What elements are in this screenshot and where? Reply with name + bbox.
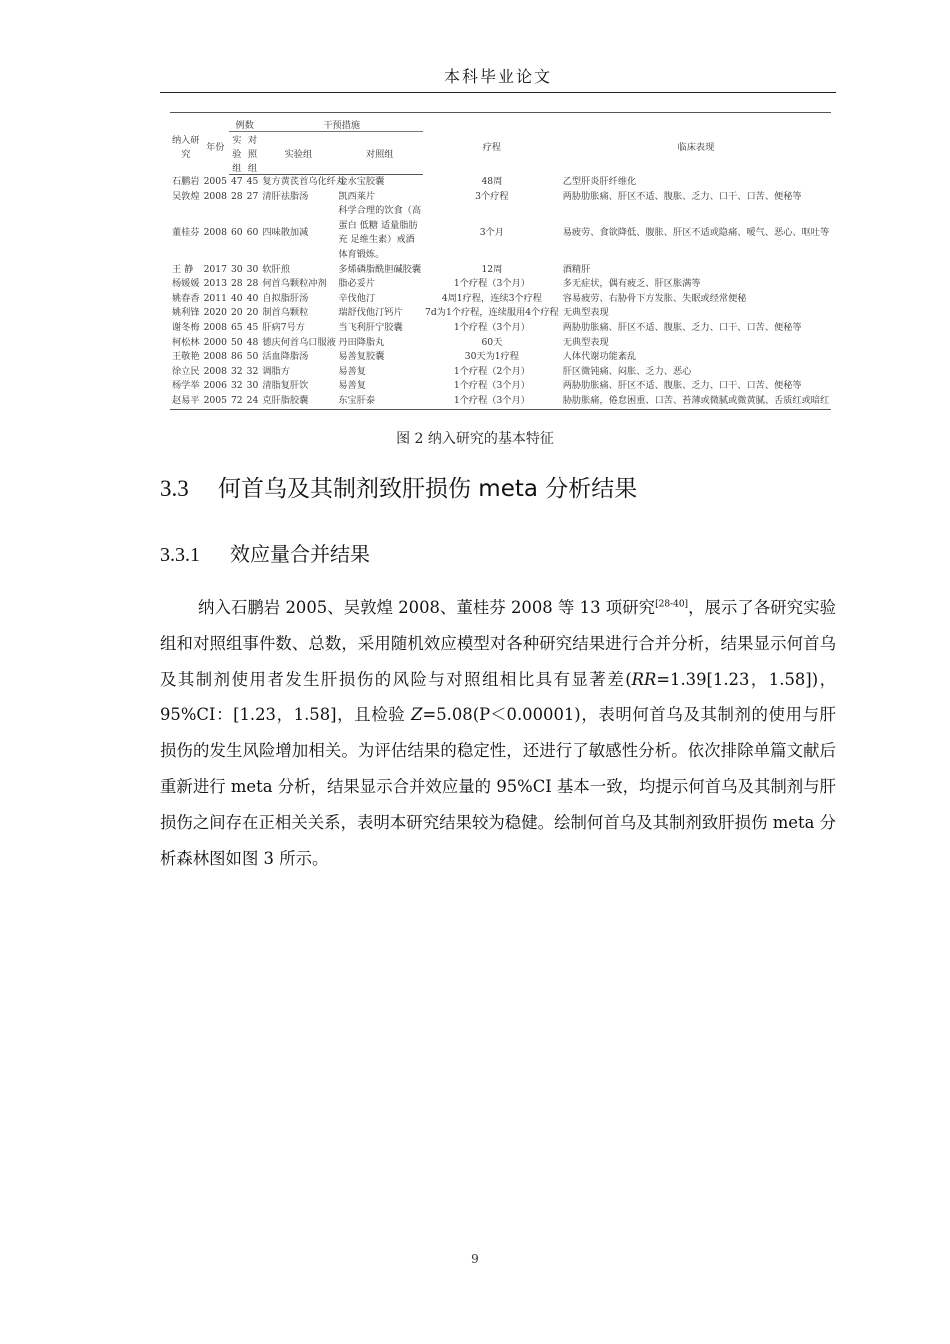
cell-course: 12周 [481, 263, 503, 275]
cell-course: 1个疗程（3个月） [423, 394, 561, 409]
cell-year: 2006 [203, 380, 227, 392]
cell-study: 王 静 [172, 263, 194, 275]
subsection-number: 3.3.1 [160, 544, 200, 566]
cell-ctrl: 30 [246, 263, 259, 275]
cell-ctrl: 48 [246, 336, 259, 348]
page-header [160, 64, 836, 93]
cell-study: 姚春香 [172, 292, 200, 304]
cell-clinical: 肝区微钝痛、闷胀、乏力、恶心 [562, 365, 692, 377]
col-cases: 例数 [229, 113, 260, 132]
cell-exp-treat: 自拟脂肝汤 [262, 292, 309, 304]
cell-ctrl-treat: 辛伐他汀 [338, 292, 376, 304]
table-row [170, 175, 831, 190]
cell-clinical: 酒精肝 [562, 263, 591, 275]
cell-ctrl-treat: 易善复胶囊 [338, 351, 385, 363]
col-intervention: 干预措施 [260, 113, 423, 132]
cell-course: 30天为1疗程 [464, 351, 520, 363]
cell-study: 柯松林 [172, 336, 200, 348]
cell-year: 2005 [203, 175, 227, 187]
col-ctrl-n: 对照组 [245, 132, 261, 175]
cell-year: 2008 [203, 321, 227, 333]
cell-exp: 86 [230, 351, 243, 363]
cell-exp-treat: 清肝祛脂汤 [262, 190, 309, 202]
table-row [170, 292, 831, 307]
cell-study: 董桂芬 [172, 227, 200, 239]
subsection-title: 效应量合并结果 [230, 542, 370, 566]
cell-course: 3个月 [479, 227, 504, 239]
rr-symbol: RR [631, 669, 657, 689]
cell-ctrl-treat: 丹田降脂丸 [338, 336, 385, 348]
table-row [170, 321, 831, 336]
cell-exp: 47 [230, 176, 243, 187]
table-row [170, 263, 831, 278]
cell-study: 徐立民 [172, 365, 200, 377]
section-number: 3.3 [160, 476, 189, 501]
cell-year: 2011 [203, 292, 227, 304]
study-table-figure [170, 112, 830, 410]
cell-ctrl: 27 [246, 190, 259, 202]
cell-ctrl: 60 [246, 227, 259, 239]
cell-ctrl: 20 [246, 307, 259, 319]
cell-ctrl: 24 [245, 394, 261, 409]
cell-exp: 20 [230, 307, 243, 319]
table-row [170, 350, 831, 365]
cell-study: 杨学举 [172, 380, 200, 392]
col-year: 年份 [206, 141, 225, 153]
cell-exp-treat: 何首乌颗粒冲剂 [262, 278, 327, 290]
cell-exp-treat: 软肝煎 [262, 263, 290, 275]
paragraph-text-3: =1.39[1.23，1.58])，95%CI：[1.23，1.58]，且检验 [160, 669, 836, 725]
cell-ctrl: 28 [246, 278, 259, 290]
cell-course: 1个疗程（3个月） [453, 380, 530, 392]
cell-exp-treat: 复方黄芪首乌化纤丸 [262, 176, 346, 187]
cell-year: 2005 [202, 394, 229, 409]
cell-exp-treat: 调脂方 [262, 365, 290, 377]
body-paragraph [160, 590, 836, 876]
subsection-heading [160, 538, 370, 567]
table-row [170, 379, 831, 394]
cell-year: 2008 [203, 365, 227, 377]
cell-exp-treat: 四味散加减 [262, 227, 309, 239]
table-row [170, 306, 831, 321]
cell-study: 赵易平 [170, 394, 202, 409]
cell-exp-treat: 制首乌颗粒 [262, 307, 309, 319]
col-ctrl-treat: 对照组 [336, 132, 423, 175]
cell-year: 2008 [203, 351, 227, 363]
cell-exp-treat: 清脂复肝饮 [262, 380, 309, 392]
cell-year: 2008 [203, 227, 227, 239]
paragraph-text-4: =5.08(P＜0.00001)，表明何首乌及其制剂的使用与肝损伤的发生风险增加相关。为评估结果的稳定性，还进行了敏感性分析。依次排除单篇文献后重新进行 meta 分析，结果显示合并效应量的 95%CI 基本一致，均提示何首乌及其制剂与肝损伤之间存在正相关关系，表明本研究结果较为稳健。绘制何首乌及其制剂致肝损伤 meta 分析森林图如图 3 所示。 [160, 705, 837, 868]
cell-exp: 32 [230, 380, 243, 392]
cell-ctrl-treat: 瑞舒伐他汀钙片 [338, 307, 403, 319]
cell-ctrl-treat: 科学合理的饮食（高蛋白 低糖 适量脂肪 充 足维生素）戒酒 体育锻炼。 [338, 205, 422, 260]
table-row [170, 190, 831, 205]
cell-clinical: 两胁肋胀痛、肝区不适、腹胀、乏力、口干、口苦、便秘等 [562, 190, 802, 202]
cell-course: 3个疗程 [475, 190, 509, 202]
figure-caption: 图 2 纳入研究的基本特征 [396, 431, 554, 447]
cell-ctrl: 30 [246, 380, 259, 392]
citation: [28-40] [655, 599, 689, 610]
col-course: 疗程 [482, 141, 502, 153]
cell-clinical: 人体代谢功能紊乱 [562, 351, 637, 363]
section-heading [160, 470, 637, 503]
cell-clinical: 容易疲劳、右胁骨下方发胀、失眠或经常便秘 [562, 292, 747, 304]
paragraph-text-1: 纳入石鹏岩 2005、吴敦煌 2008、董桂芬 2008 等 13 项研究 [198, 598, 656, 617]
cell-course: 4周1疗程，连续3个疗程 [441, 292, 542, 304]
cell-study: 谢冬梅 [172, 321, 200, 333]
paragraph-text-2: ，展示了各研究实验组和对照组事件数、总数，采用随机效应模型对各种研究结果进行合并分析，结果显示何首乌及其制剂使用者发生肝损伤的风险与对照组相比具有显著差( [160, 598, 836, 689]
cell-year: 2020 [203, 307, 227, 319]
cell-clinical: 无典型表现 [562, 307, 609, 319]
cell-ctrl-treat: 脂必妥片 [338, 278, 376, 290]
z-symbol: Z [411, 705, 423, 725]
cell-course: 1个疗程（2个月） [453, 365, 530, 377]
table-row [170, 365, 831, 380]
cell-year: 2008 [203, 190, 227, 202]
cell-exp-treat: 肝病7号方 [262, 321, 305, 333]
cell-clinical: 两胁肋胀痛、肝区不适、腹胀、乏力、口干、口苦、便秘等 [562, 380, 802, 392]
study-characteristics-table [170, 112, 831, 410]
cell-exp: 28 [230, 190, 243, 202]
cell-course: 7d为1个疗程，连续服用4个疗程 [425, 307, 559, 319]
cell-ctrl-treat: 多烯磷脂酰胆碱胶囊 [338, 263, 422, 275]
cell-ctrl-treat: 易善复 [338, 380, 366, 392]
page-number: 9 [471, 1252, 479, 1266]
header-title: 本科毕业论文 [443, 67, 552, 86]
cell-year: 2017 [203, 263, 227, 275]
cell-clinical: 胁肋胀痛，倦怠困重、口苦、苔薄或微腻或微黄腻、舌质红或暗红 [561, 394, 831, 409]
cell-ctrl: 40 [246, 292, 259, 304]
cell-exp: 40 [230, 292, 243, 304]
cell-ctrl-treat: 东宝肝泰 [336, 394, 423, 409]
cell-exp-treat: 克肝脂胶囊 [260, 394, 336, 409]
cell-ctrl-treat: 当飞利肝宁胶囊 [338, 321, 403, 333]
table-row [170, 394, 831, 409]
table-row [170, 336, 831, 351]
cell-course: 60天 [481, 336, 503, 348]
cell-clinical: 易疲劳、食欲降低、腹胀、肝区不适或隐痛、嗳气、恶心、呕吐等 [562, 227, 830, 239]
cell-clinical: 多无症状，偶有疲乏、肝区胀满等 [562, 278, 701, 290]
cell-ctrl: 45 [246, 176, 259, 187]
cell-course: 1个疗程（3个月） [453, 321, 530, 333]
cell-ctrl-treat: 易善复 [338, 365, 366, 377]
table-row [170, 204, 831, 262]
cell-exp-treat: 活血降脂汤 [262, 351, 309, 363]
col-study: 纳入研究 [172, 134, 200, 160]
cell-exp: 72 [229, 394, 245, 409]
cell-course: 48周 [481, 175, 503, 187]
cell-exp: 32 [230, 365, 243, 377]
cell-year: 2013 [203, 278, 227, 290]
cell-clinical: 无典型表现 [562, 336, 609, 348]
cell-year: 2000 [203, 336, 227, 348]
col-exp-n: 实验组 [229, 132, 245, 175]
cell-study: 石鹏岩 [172, 175, 200, 187]
table-row [170, 277, 831, 292]
cell-exp: 50 [230, 336, 243, 348]
cell-ctrl: 32 [246, 365, 259, 377]
cell-exp-treat: 德庆何首乌口服液 [262, 336, 336, 348]
cell-exp: 65 [230, 321, 243, 333]
cell-ctrl: 45 [246, 321, 259, 333]
cell-study: 王敬艳 [172, 351, 200, 363]
cell-exp: 28 [230, 278, 243, 290]
cell-ctrl-treat: 凯西莱片 [338, 190, 376, 202]
col-exp-treat: 实验组 [260, 132, 336, 175]
cell-course: 1个疗程（3个月） [453, 278, 530, 290]
cell-study: 杨媛媛 [172, 278, 200, 290]
cell-exp: 30 [230, 263, 243, 275]
cell-study: 吴敦煌 [172, 190, 200, 202]
col-clinical: 临床表现 [677, 141, 715, 153]
cell-ctrl-treat: 金水宝胶囊 [338, 176, 385, 187]
cell-clinical: 两胁肋胀痛、肝区不适、腹胀、乏力、口干、口苦、便秘等 [562, 321, 802, 333]
section-title: 何首乌及其制剂致肝损伤 meta 分析结果 [218, 476, 638, 502]
cell-ctrl: 50 [246, 351, 259, 363]
cell-exp: 60 [230, 227, 243, 239]
cell-clinical: 乙型肝炎肝纤维化 [562, 175, 637, 187]
cell-study: 姚利锋 [172, 307, 200, 319]
